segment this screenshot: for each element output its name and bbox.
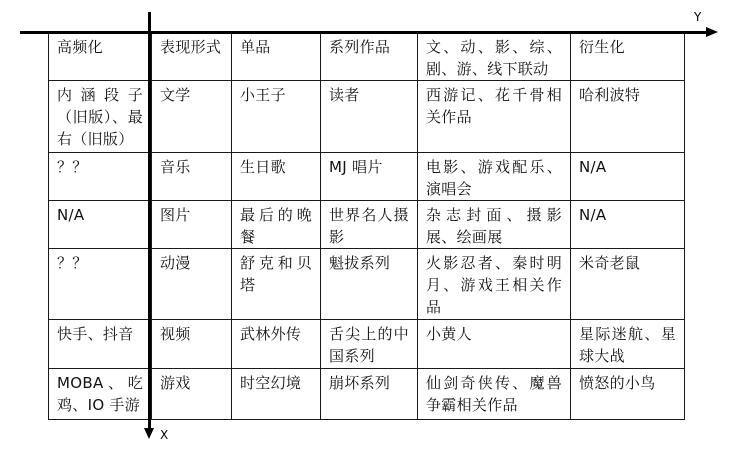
cell-header-single: 单品: [232, 33, 321, 81]
table-cell: 小王子: [232, 81, 321, 153]
x-axis-line: [148, 12, 151, 430]
table-cell: 图片: [152, 201, 232, 249]
table-row-game: [49, 369, 685, 420]
table-cell: 崩坏系列: [321, 369, 418, 420]
table-cell: 哈利波特: [571, 81, 685, 153]
table-cell: MJ 唱片: [321, 153, 418, 201]
table-row-literature: [49, 81, 685, 153]
table-row-header: [49, 33, 685, 81]
table-cell: 快手、抖音: [49, 320, 152, 369]
table-cell: 时空幻境: [232, 369, 321, 420]
table-cell: MOBA、吃鸡、IO 手游: [49, 369, 152, 420]
table-cell: 魁拔系列: [321, 249, 418, 320]
table-cell: ？？: [49, 249, 152, 320]
table-cell: 动漫: [152, 249, 232, 320]
table-cell: 愤怒的小鸟: [571, 369, 685, 420]
y-axis-arrow-icon: [706, 27, 718, 37]
table-cell: N/A: [571, 153, 685, 201]
table-cell: 世界名人摄影: [321, 201, 418, 249]
table-cell: 仙剑奇侠传、魔兽争霸相关作品: [418, 369, 571, 420]
y-axis-line: [20, 31, 710, 34]
table-cell: 游戏: [152, 369, 232, 420]
table-cell: 生日歌: [232, 153, 321, 201]
cell-header-series: 系列作品: [321, 33, 418, 81]
table-cell: ？？: [49, 153, 152, 201]
table-cell: 音乐: [152, 153, 232, 201]
table-cell: 武林外传: [232, 320, 321, 369]
table-cell: 杂志封面、摄影展、绘画展: [418, 201, 571, 249]
table-cell: 文学: [152, 81, 232, 153]
table-row-picture: [49, 201, 685, 249]
table-cell: 火影忍者、秦时明月、游戏王相关作品: [418, 249, 571, 320]
cell-header-crossmedia: 文、动、影、综、剧、游、线下联动: [418, 33, 571, 81]
table-cell: 星际迷航、星球大战: [571, 320, 685, 369]
table-row-anime: [49, 249, 685, 320]
table-row-music: [49, 153, 685, 201]
y-axis-label: Y: [694, 10, 702, 24]
table-cell: 米奇老鼠: [571, 249, 685, 320]
table-cell: 读者: [321, 81, 418, 153]
table-cell: N/A: [49, 201, 152, 249]
table-cell: 最后的晚餐: [232, 201, 321, 249]
table-cell: 小黄人: [418, 320, 571, 369]
table-cell: 内涵段子（旧版）、最右（旧版）: [49, 81, 152, 153]
table-cell: 西游记、花千骨相关作品: [418, 81, 571, 153]
cell-header-derivative: 衍生化: [571, 33, 685, 81]
table-cell: 舌尖上的中国系列: [321, 320, 418, 369]
table-cell: 电影、游戏配乐、演唱会: [418, 153, 571, 201]
table-row-video: [49, 320, 685, 369]
table-cell: 舒克和贝塔: [232, 249, 321, 320]
cell-header-form: 表现形式: [152, 33, 232, 81]
x-axis-arrow-icon: [144, 428, 154, 439]
cell-header-frequency: 高频化: [49, 33, 152, 81]
table-cell: 视频: [152, 320, 232, 369]
table-cell: N/A: [571, 201, 685, 249]
content-table: [48, 32, 685, 420]
x-axis-label: X: [160, 428, 169, 442]
